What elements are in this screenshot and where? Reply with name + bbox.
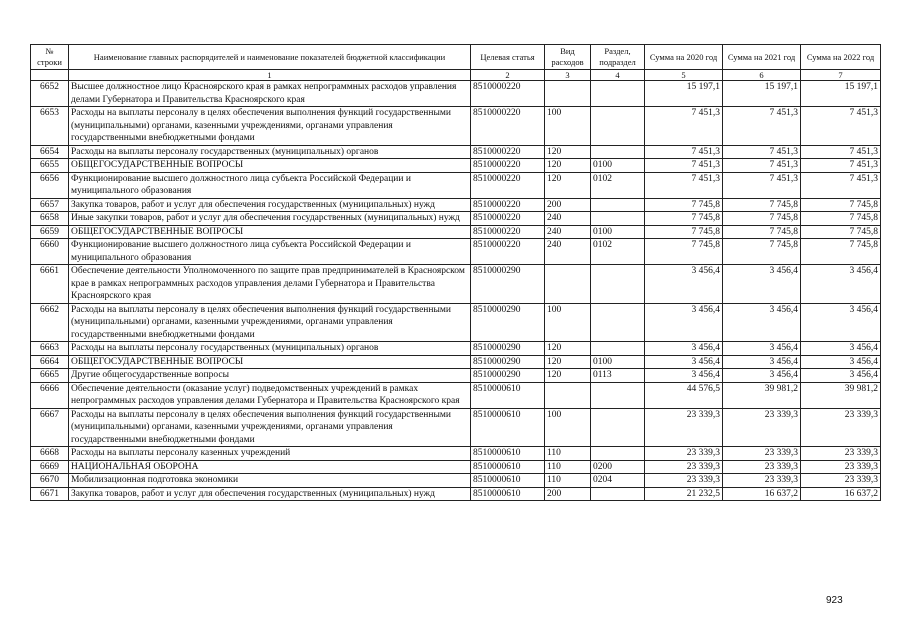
sum-2020: 23 339,3 [645, 474, 723, 488]
expense-type: 110 [545, 447, 591, 461]
sum-2020: 7 745,8 [645, 225, 723, 239]
sum-2020: 23 339,3 [645, 408, 723, 447]
section-code: 0102 [591, 172, 645, 198]
row-number: 6652 [31, 81, 69, 107]
target-article: 8510000290 [471, 369, 545, 383]
sum-2020: 3 456,4 [645, 369, 723, 383]
column-number-row [31, 70, 881, 81]
sum-2020: 7 745,8 [645, 239, 723, 265]
row-name: Обеспечение деятельности (оказание услуг) подведомственных учреждений в рамках непрограммных расходов управления делами Губернатора и Правительства Красноярского края [69, 382, 471, 408]
target-article: 8510000220 [471, 239, 545, 265]
column-number: 1 [69, 70, 471, 81]
section-code [591, 382, 645, 408]
expense-type: 100 [545, 107, 591, 146]
expense-type: 100 [545, 303, 591, 342]
header-num: № строки [31, 45, 69, 70]
table-body [31, 81, 881, 501]
row-name: НАЦИОНАЛЬНАЯ ОБОРОНА [69, 460, 471, 474]
section-code [591, 408, 645, 447]
row-number: 6664 [31, 355, 69, 369]
row-name: Иные закупки товаров, работ и услуг для обеспечения государственных (муниципальных) нужд [69, 212, 471, 226]
expense-type: 120 [545, 369, 591, 383]
sum-2022: 3 456,4 [801, 342, 881, 356]
sum-2021: 23 339,3 [723, 408, 801, 447]
table-row [31, 107, 881, 146]
section-code [591, 198, 645, 212]
row-name: Расходы на выплаты персоналу в целях обеспечения выполнения функций государственными (муниципальными) органами, казенными учреждениями, органами управления государственными внебюджетными фондами [69, 107, 471, 146]
sum-2020: 7 451,3 [645, 159, 723, 173]
row-number: 6663 [31, 342, 69, 356]
sum-2022: 3 456,4 [801, 355, 881, 369]
sum-2021: 23 339,3 [723, 460, 801, 474]
sum-2020: 15 197,1 [645, 81, 723, 107]
table-row [31, 303, 881, 342]
sum-2020: 23 339,3 [645, 460, 723, 474]
target-article: 8510000610 [471, 474, 545, 488]
sum-2022: 3 456,4 [801, 303, 881, 342]
expense-type: 120 [545, 159, 591, 173]
sum-2020: 3 456,4 [645, 265, 723, 304]
sum-2020: 7 451,3 [645, 172, 723, 198]
column-number: 4 [591, 70, 645, 81]
sum-2021: 15 197,1 [723, 81, 801, 107]
row-number: 6660 [31, 239, 69, 265]
sum-2021: 3 456,4 [723, 355, 801, 369]
sum-2022: 3 456,4 [801, 369, 881, 383]
row-name: Закупка товаров, работ и услуг для обеспечения государственных (муниципальных) нужд [69, 198, 471, 212]
sum-2020: 7 451,3 [645, 107, 723, 146]
table-row [31, 81, 881, 107]
table-row [31, 460, 881, 474]
sum-2020: 3 456,4 [645, 355, 723, 369]
target-article: 8510000290 [471, 342, 545, 356]
row-name: Закупка товаров, работ и услуг для обеспечения государственных (муниципальных) нужд [69, 487, 471, 501]
target-article: 8510000610 [471, 408, 545, 447]
row-number: 6661 [31, 265, 69, 304]
target-article: 8510000290 [471, 265, 545, 304]
row-number: 6657 [31, 198, 69, 212]
sum-2020: 23 339,3 [645, 447, 723, 461]
expense-type: 120 [545, 172, 591, 198]
section-code: 0200 [591, 460, 645, 474]
row-name: Расходы на выплаты персоналу в целях обеспечения выполнения функций государственными (муниципальными) органами, казенными учреждениями, органами управления государственными внебюджетными фондами [69, 303, 471, 342]
sum-2021: 7 451,3 [723, 172, 801, 198]
table-row [31, 447, 881, 461]
sum-2022: 3 456,4 [801, 265, 881, 304]
sum-2020: 21 232,5 [645, 487, 723, 501]
expense-type [545, 265, 591, 304]
sum-2022: 15 197,1 [801, 81, 881, 107]
page-number: 923 [826, 595, 843, 606]
sum-2021: 16 637,2 [723, 487, 801, 501]
sum-2021: 7 745,8 [723, 225, 801, 239]
row-number: 6667 [31, 408, 69, 447]
sum-2021: 3 456,4 [723, 265, 801, 304]
section-code [591, 212, 645, 226]
section-code: 0100 [591, 225, 645, 239]
expense-type: 240 [545, 225, 591, 239]
target-article: 8510000220 [471, 81, 545, 107]
sum-2021: 7 451,3 [723, 107, 801, 146]
table-row [31, 355, 881, 369]
target-article: 8510000220 [471, 159, 545, 173]
expense-type: 100 [545, 408, 591, 447]
sum-2020: 7 745,8 [645, 198, 723, 212]
section-code [591, 265, 645, 304]
row-number: 6670 [31, 474, 69, 488]
row-name: Расходы на выплаты персоналу государственных (муниципальных) органов [69, 342, 471, 356]
header-name: Наименование главных распорядителей и наименование показателей бюджетной классификации [69, 45, 471, 70]
sum-2020: 7 451,3 [645, 145, 723, 159]
row-number: 6655 [31, 159, 69, 173]
expense-type: 110 [545, 474, 591, 488]
row-number: 6668 [31, 447, 69, 461]
row-name: Обеспечение деятельности Уполномоченного по защите прав предпринимателей в Красноярском крае в рамках непрограммных расходов управления делами Губернатора и Правительства Красноярского края [69, 265, 471, 304]
target-article: 8510000220 [471, 172, 545, 198]
sum-2021: 3 456,4 [723, 303, 801, 342]
row-name: Расходы на выплаты персоналу государственных (муниципальных) органов [69, 145, 471, 159]
sum-2022: 23 339,3 [801, 474, 881, 488]
sum-2020: 44 576,5 [645, 382, 723, 408]
sum-2020: 7 745,8 [645, 212, 723, 226]
row-name: ОБЩЕГОСУДАРСТВЕННЫЕ ВОПРОСЫ [69, 225, 471, 239]
expense-type: 120 [545, 342, 591, 356]
expense-type: 240 [545, 212, 591, 226]
sum-2022: 7 745,8 [801, 225, 881, 239]
table-row [31, 145, 881, 159]
table-row [31, 198, 881, 212]
column-number [31, 70, 69, 81]
expense-type: 200 [545, 487, 591, 501]
sum-2021: 7 451,3 [723, 145, 801, 159]
section-code [591, 342, 645, 356]
expense-type: 120 [545, 145, 591, 159]
row-name: Функционирование высшего должностного лица субъекта Российской Федерации и муниципального образования [69, 239, 471, 265]
column-number: 2 [471, 70, 545, 81]
section-code [591, 81, 645, 107]
target-article: 8510000220 [471, 225, 545, 239]
row-number: 6654 [31, 145, 69, 159]
sum-2022: 7 451,3 [801, 145, 881, 159]
sum-2021: 23 339,3 [723, 447, 801, 461]
section-code [591, 303, 645, 342]
table-row [31, 239, 881, 265]
sum-2021: 7 745,8 [723, 239, 801, 265]
target-article: 8510000290 [471, 303, 545, 342]
sum-2022: 7 745,8 [801, 239, 881, 265]
sum-2021: 3 456,4 [723, 342, 801, 356]
expense-type: 110 [545, 460, 591, 474]
target-article: 8510000610 [471, 460, 545, 474]
sum-2022: 7 451,3 [801, 159, 881, 173]
sum-2022: 16 637,2 [801, 487, 881, 501]
header-sum-2020: Сумма на 2020 год [645, 45, 723, 70]
header-code: Целевая статья [471, 45, 545, 70]
target-article: 8510000610 [471, 447, 545, 461]
sum-2022: 23 339,3 [801, 460, 881, 474]
header-vid: Вид расходов [545, 45, 591, 70]
section-code: 0204 [591, 474, 645, 488]
header-sum-2022: Сумма на 2022 год [801, 45, 881, 70]
row-number: 6653 [31, 107, 69, 146]
row-number: 6658 [31, 212, 69, 226]
sum-2021: 39 981,2 [723, 382, 801, 408]
section-code [591, 487, 645, 501]
row-number: 6656 [31, 172, 69, 198]
row-name: Другие общегосударственные вопросы [69, 369, 471, 383]
target-article: 8510000610 [471, 382, 545, 408]
sum-2021: 23 339,3 [723, 474, 801, 488]
expense-type: 120 [545, 355, 591, 369]
row-number: 6662 [31, 303, 69, 342]
sum-2022: 7 451,3 [801, 172, 881, 198]
sum-2021: 3 456,4 [723, 369, 801, 383]
header-row [31, 45, 881, 70]
sum-2022: 7 745,8 [801, 198, 881, 212]
expense-type: 240 [545, 239, 591, 265]
sum-2021: 7 451,3 [723, 159, 801, 173]
table-row [31, 172, 881, 198]
target-article: 8510000220 [471, 107, 545, 146]
row-number: 6666 [31, 382, 69, 408]
expense-type [545, 81, 591, 107]
section-code [591, 145, 645, 159]
table-row [31, 474, 881, 488]
row-name: Расходы на выплаты персоналу в целях обеспечения выполнения функций государственными (муниципальными) органами, казенными учреждениями, органами управления государственными внебюджетными фондами [69, 408, 471, 447]
target-article: 8510000220 [471, 198, 545, 212]
column-number: 6 [723, 70, 801, 81]
header-razd: Раздел, подраздел [591, 45, 645, 70]
section-code: 0100 [591, 355, 645, 369]
sum-2021: 7 745,8 [723, 212, 801, 226]
row-number: 6669 [31, 460, 69, 474]
section-code: 0102 [591, 239, 645, 265]
target-article: 8510000220 [471, 212, 545, 226]
section-code [591, 107, 645, 146]
sum-2022: 7 451,3 [801, 107, 881, 146]
sum-2021: 7 745,8 [723, 198, 801, 212]
table-row [31, 487, 881, 501]
sum-2022: 7 745,8 [801, 212, 881, 226]
expense-type [545, 382, 591, 408]
table-row [31, 382, 881, 408]
row-name: ОБЩЕГОСУДАРСТВЕННЫЕ ВОПРОСЫ [69, 159, 471, 173]
target-article: 8510000220 [471, 145, 545, 159]
row-number: 6665 [31, 369, 69, 383]
table-row [31, 408, 881, 447]
sum-2020: 3 456,4 [645, 342, 723, 356]
row-name: Функционирование высшего должностного лица субъекта Российской Федерации и муниципального образования [69, 172, 471, 198]
table-row [31, 212, 881, 226]
table-row [31, 225, 881, 239]
table-row [31, 369, 881, 383]
budget-table [30, 44, 881, 501]
sum-2022: 39 981,2 [801, 382, 881, 408]
column-number: 3 [545, 70, 591, 81]
section-code: 0113 [591, 369, 645, 383]
section-code: 0100 [591, 159, 645, 173]
sum-2022: 23 339,3 [801, 447, 881, 461]
sum-2022: 23 339,3 [801, 408, 881, 447]
column-number: 7 [801, 70, 881, 81]
row-name: ОБЩЕГОСУДАРСТВЕННЫЕ ВОПРОСЫ [69, 355, 471, 369]
row-name: Высшее должностное лицо Красноярского края в рамках непрограммных расходов управления делами Губернатора и Правительства Красноярского края [69, 81, 471, 107]
sum-2020: 3 456,4 [645, 303, 723, 342]
row-number: 6671 [31, 487, 69, 501]
header-sum-2021: Сумма на 2021 год [723, 45, 801, 70]
column-number: 5 [645, 70, 723, 81]
expense-type: 200 [545, 198, 591, 212]
table-row [31, 342, 881, 356]
table-row [31, 159, 881, 173]
row-number: 6659 [31, 225, 69, 239]
table-row [31, 265, 881, 304]
row-name: Расходы на выплаты персоналу казенных учреждений [69, 447, 471, 461]
row-name: Мобилизационная подготовка экономики [69, 474, 471, 488]
target-article: 8510000290 [471, 355, 545, 369]
target-article: 8510000610 [471, 487, 545, 501]
section-code [591, 447, 645, 461]
